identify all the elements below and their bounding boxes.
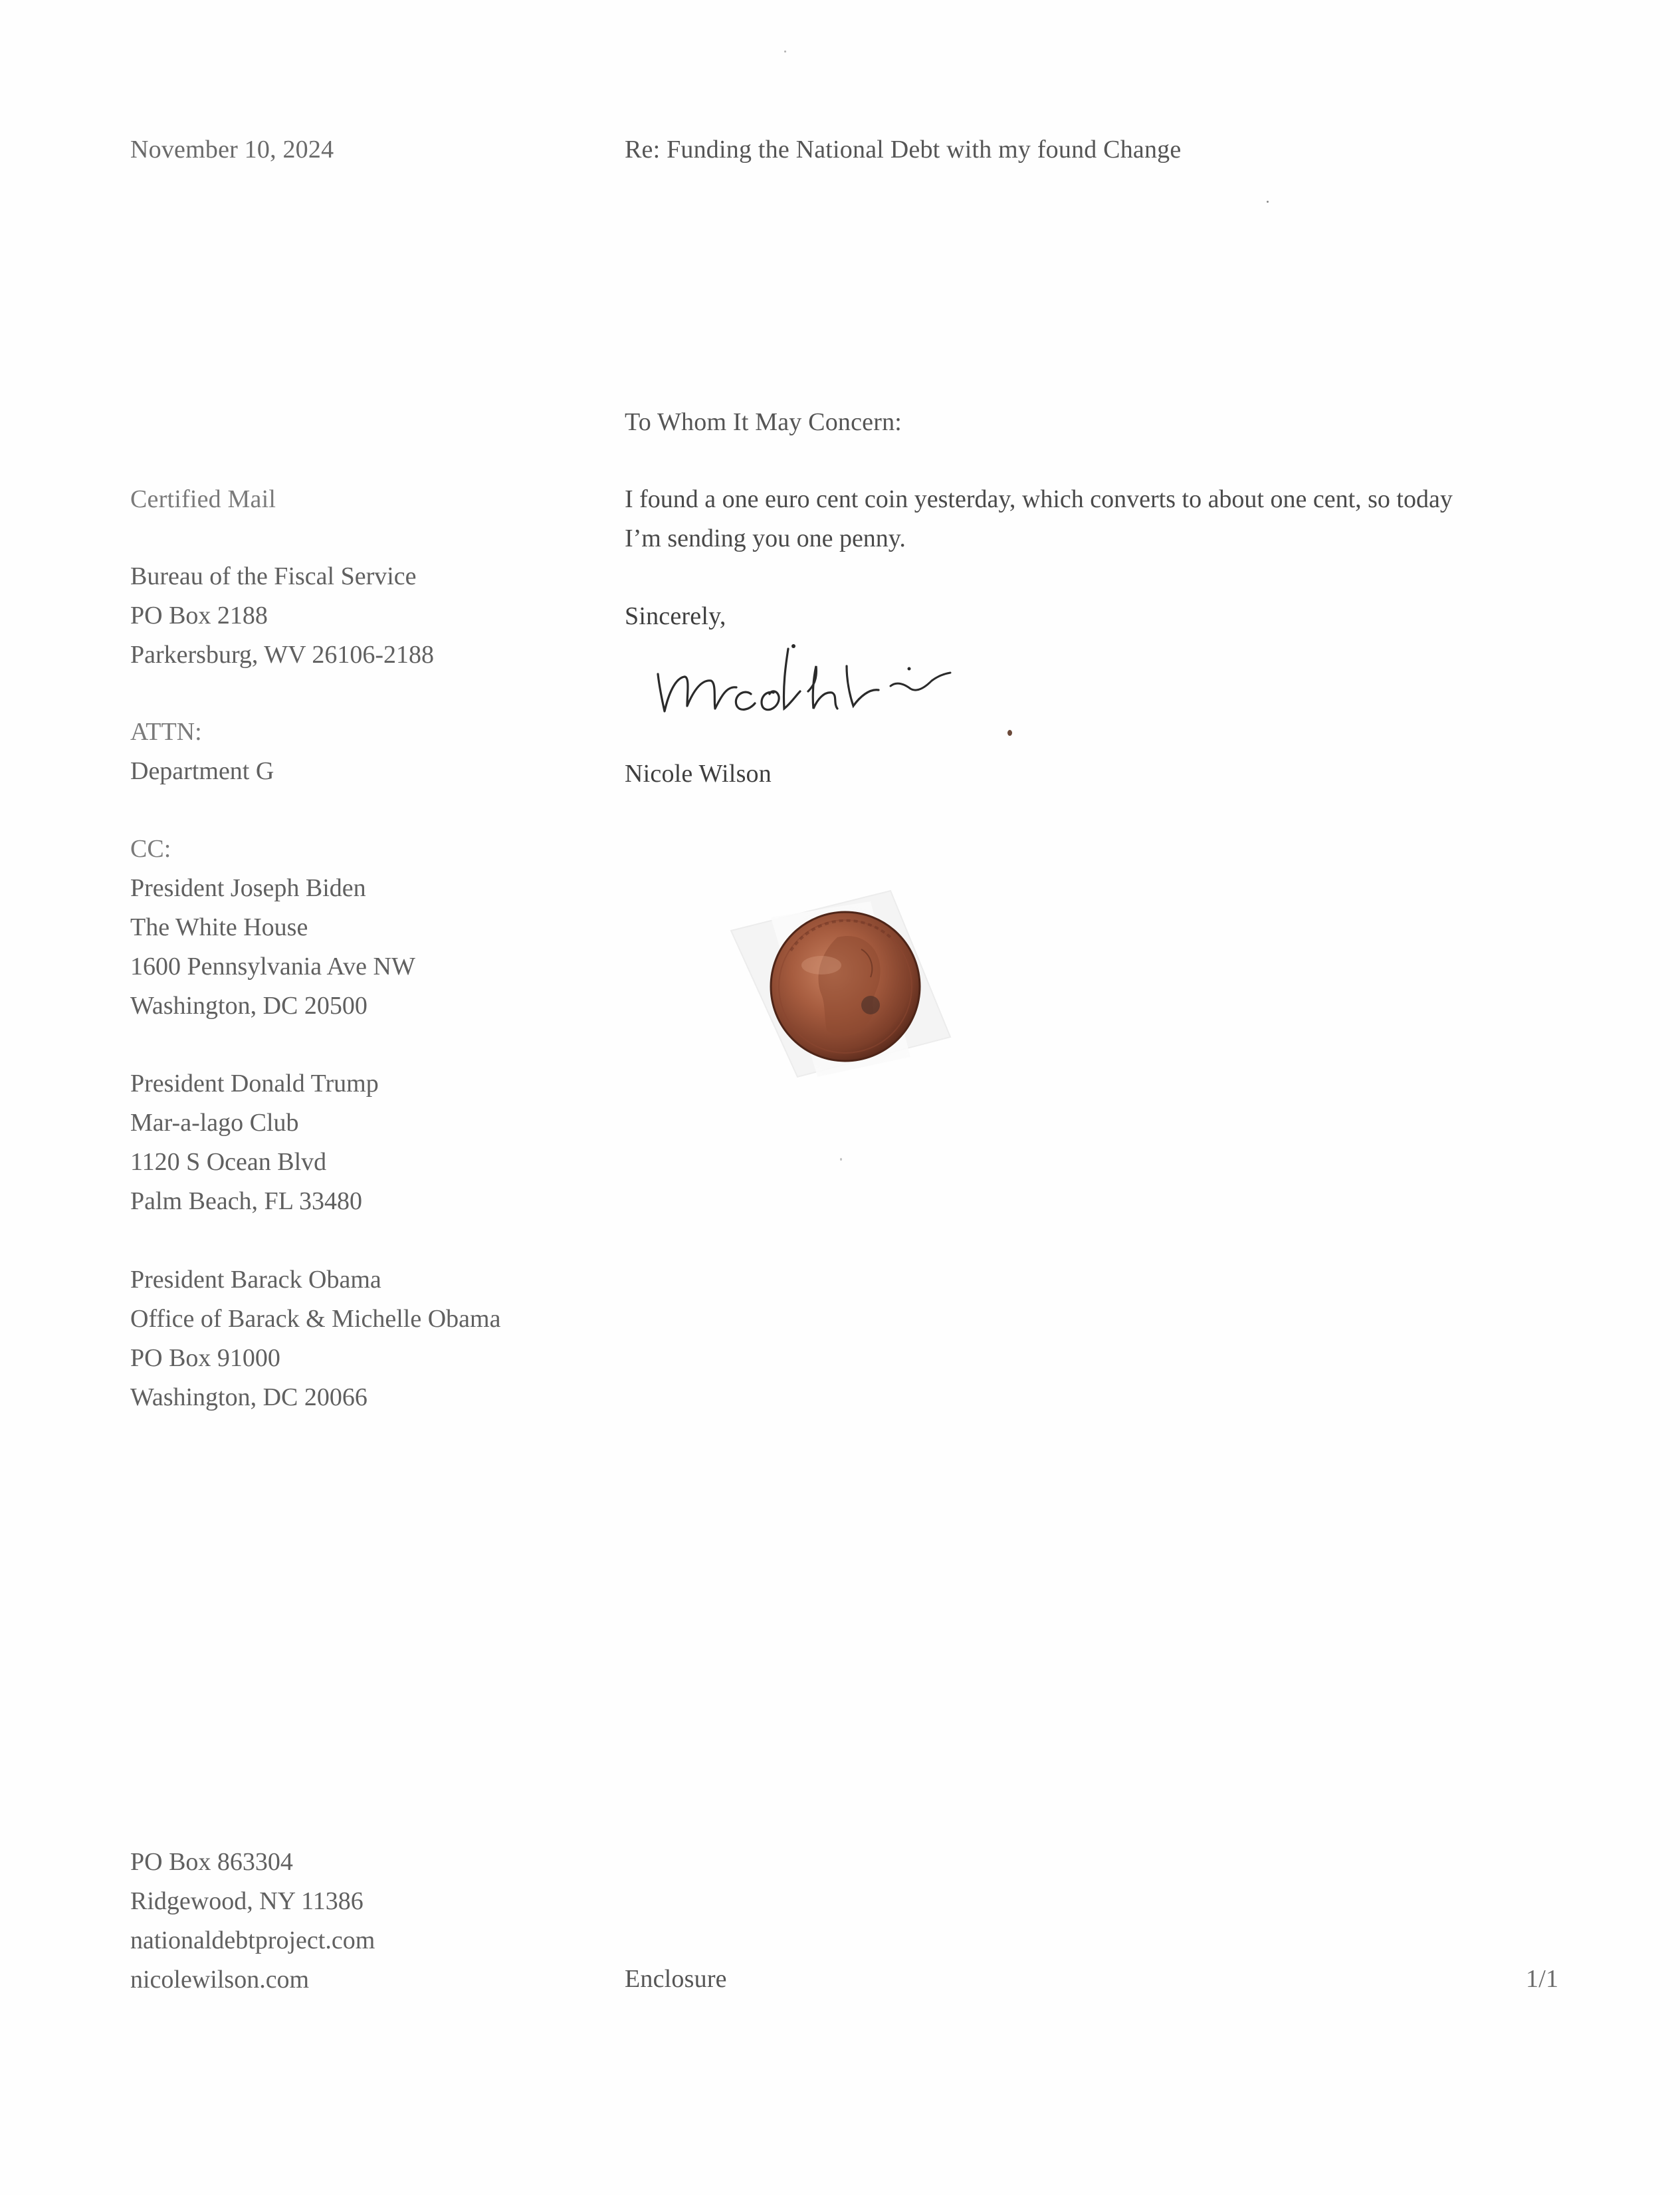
cc-recipient-block xyxy=(130,1260,500,1417)
cc-line: Washington, DC 20500 xyxy=(130,992,368,1020)
attn-label: ATTN: xyxy=(130,718,202,746)
cc-line: President Barack Obama xyxy=(130,1266,381,1294)
delivery-method: Certified Mail xyxy=(130,485,276,513)
body-line: I found a one euro cent coin yesterday, which converts to about one cent, so today xyxy=(625,485,1453,513)
sender-line: nationaldebtproject.com xyxy=(130,1926,375,1954)
signer-name: Nicole Wilson xyxy=(625,760,772,788)
dust-speck xyxy=(784,51,786,53)
body-line: I’m sending you one penny. xyxy=(625,524,906,552)
cc-line: 1600 Pennsylvania Ave NW xyxy=(130,953,415,981)
letter-body xyxy=(625,480,1453,558)
recipient-line: Parkersburg, WV 26106-2188 xyxy=(130,641,435,669)
page-number: 1/1 xyxy=(1526,1965,1559,1993)
taped-penny xyxy=(671,838,1017,1183)
penny-image xyxy=(671,838,1017,1183)
signature-scribble xyxy=(650,639,956,726)
letter-date: November 10, 2024 xyxy=(130,136,334,164)
recipient-line: PO Box 2188 xyxy=(130,602,268,630)
sender-line: PO Box 863304 xyxy=(130,1848,293,1876)
cc-label: CC: xyxy=(130,835,171,863)
dust-speck xyxy=(840,1158,842,1161)
cc-line: The White House xyxy=(130,913,308,941)
attention-block xyxy=(130,713,274,791)
salutation: To Whom It May Concern: xyxy=(625,408,902,436)
cc-line: PO Box 91000 xyxy=(130,1344,280,1372)
attn-value: Department G xyxy=(130,757,274,785)
cc-line: 1120 S Ocean Blvd xyxy=(130,1148,327,1176)
cc-line: Office of Barack & Michelle Obama xyxy=(130,1305,501,1333)
cc-line: Mar-a-lago Club xyxy=(130,1109,299,1137)
sender-address xyxy=(130,1843,375,2000)
sender-line: nicolewilson.com xyxy=(130,1966,310,1994)
closing: Sincerely, xyxy=(625,602,726,630)
cc-line: Palm Beach, FL 33480 xyxy=(130,1187,362,1215)
handwritten-signature xyxy=(650,639,956,726)
cc-block xyxy=(130,830,415,1026)
enclosure-note: Enclosure xyxy=(625,1965,727,1993)
ink-speck xyxy=(1007,730,1012,736)
recipient-line: Bureau of the Fiscal Service xyxy=(130,562,417,590)
dust-speck xyxy=(1267,201,1269,203)
letter-subject: Re: Funding the National Debt with my found Change xyxy=(625,136,1182,164)
cc-line: President Joseph Biden xyxy=(130,874,366,902)
cc-line: Washington, DC 20066 xyxy=(130,1383,368,1411)
sender-line: Ridgewood, NY 11386 xyxy=(130,1887,364,1915)
recipient-address xyxy=(130,557,434,675)
cc-line: President Donald Trump xyxy=(130,1070,379,1098)
cc-recipient-block xyxy=(130,1064,379,1221)
